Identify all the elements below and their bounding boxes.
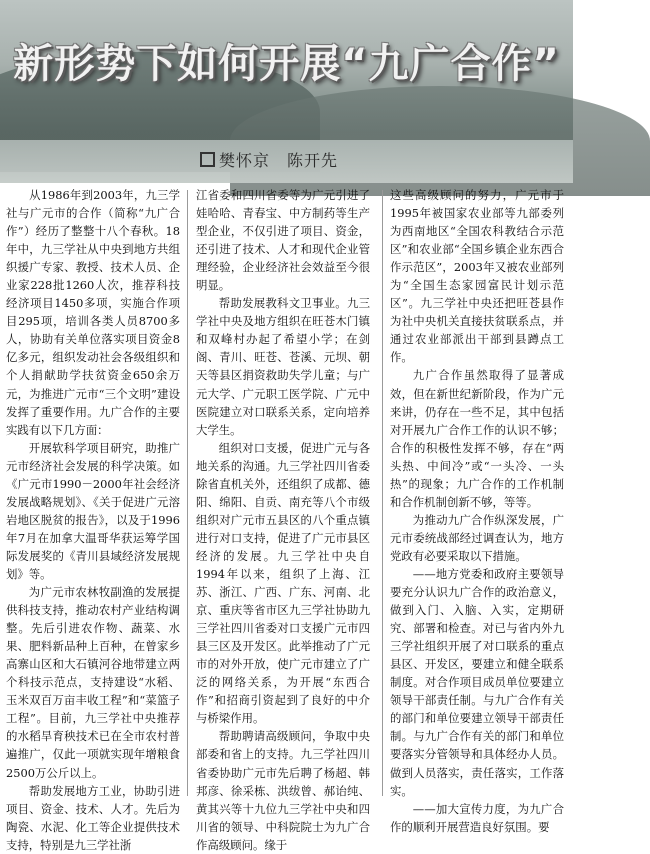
byline-box-icon [200,152,215,167]
paragraph: ——加大宣传力度，为九广合作的顺利开展营造良好氛围。要 [390,801,564,834]
paragraph: 开展软科学项目研究，助推广元市经济社会发展的科学决策。如《广元市1990－2000年社会经济发展战略规划》、《关于促进广元溶岩地区脱贫的报告》，以及于1996年7月在加拿大温哥华获运筹学国际发展奖的《青川县域经济发展规划》等。 [6,440,180,581]
paragraph: 帮助发展地方工业，协助引进项目、资金、技术、人才。先后为陶瓷、水泥、化工等企业提供技术支持，特别是九三学社浙 [6,783,180,852]
paragraph: 组织对口支援，促进广元与各地关系的沟通。九三学社四川省委除省直机关外，还组织了成都、德阳、绵阳、自贡、南充等八个市级组织对广元市五县区的八个重点镇进行对口支持，促进了广元市县区经济的发展。九三学社中央自1994年以来，组织了上海、江苏、浙江、广西、广东、河南、北京、重庆等省市区九三学社协助九三学社四川省委对口支援广元市四县三区及开发区。此举推动了广元市的对外开放，使广元市建立了广泛的网络关系，为开展“东西合作”和招商引资起到了良好的中介与桥梁作用。 [196,440,370,726]
paragraph: 帮助聘请高级顾问，争取中央部委和省上的支持。九三学社四川省委协助广元市先后聘了杨超、韩邦彦、徐采栋、洪绂曾、郝诒纯、黄其兴等十九位九三学社中央和四川省的领导、中科院院士为九广合作高级顾问。缘于 [196,729,370,852]
paragraph: ——地方党委和政府主要领导要充分认识九广合作的政治意义，做到入门、入脑、入实，定期研究、部署和检查。对已与省内外九三学社组织开展了对口联系的重点县区、开发区，要建立和健全联系制度。对合作项目成员单位要建立领导干部责任制。与九广合作有关的部门和单位要建立领导干部责任制。与九广合作有关的部门和单位要落实分管领导和具体经办人员。做到人员落实，责任落实，工作落实。 [390,566,564,798]
article-headline: 新形势下如何开展“九广合作” [13,41,560,87]
column-divider [187,190,188,796]
article-body [6,186,568,852]
paragraph: 为广元市农林牧副渔的发展提供科技支持，推动农村产业结构调整。先后引进农作物、蔬菜、水果、肥料新品种上百种，在曾家乡高寨山区和大石镇河谷地带建立两个科技示范点，支持建设“水稻、玉米双百万亩丰收工程”和“菜篮子工程”。目前，九三学社中央推荐的水稻旱育秧技术已在全市农村普遍推广，仅此一项就实现年增粮食2500万公斤以上。 [6,585,180,780]
text-column-3 [390,186,564,834]
author-byline [200,148,338,171]
paragraph: 从1986年到2003年，九三学社与广元市的合作（简称“九广合作”）经历了整整十八个春秋。18年中，九三学社从中央到地方共组织援广专家、教授、技术人员、企业家228批1260人次，推荐科技经济项目1450多项，实施合作项目295项，培训各类人员8700多人，协助有关单位落实项目资金8亿多元，组织发动社会各级组织和个人捐献助学扶贫资金650余万元，为推进广元市“三个文明”建设发挥了重要作用。九广合作的主要实践有以下几方面： [6,188,180,437]
paragraph: 九广合作虽然取得了显著成效，但在新世纪新阶段，作为广元来讲，仍存在一些不足，其中包括对开展九广合作工作的认识不够；合作的积极性发挥不够，存在“两头热、中间冷”或“一头冷、一头热”的现象；九广合作的工作机制和合作机制创新不够，等等。 [390,368,564,509]
paragraph: 帮助发展教科文卫事业。九三学社中央及地方组织在旺苍木门镇和双峰村办起了希望小学；在剑阁、青川、旺苍、苍溪、元坝、朝天等县区捐资救助失学儿童；与广元大学、广元职工医学院、广元中医院建立对口联系关系，定向培养大学生。 [196,296,370,437]
paragraph: 江省委和四川省委等为广元引进了娃哈哈、青春宝、中方制药等生产型企业，不仅引进了项目、资金，还引进了技术、人才和现代企业管理经验，企业经济社会效益至今很明显。 [196,188,370,293]
text-column-1 [6,186,180,852]
text-column-2 [196,186,370,852]
header-photo-banner [0,0,573,183]
column-divider [382,190,383,796]
paragraph: 这些高级顾问的努力，广元市于1995年被国家农业部等九部委列为西南地区“全国农科教结合示范区”和农业部“全国乡镇企业东西合作示范区”，2003年又被农业部列为“全国生态家园富民计划示范区”。九三学社中央还把旺苍县作为社中央机关直接扶贫联系点，并通过农业部派出干部到县蹲点工作。 [390,188,564,365]
paragraph: 为推动九广合作纵深发展，广元市委统战部经过调查认为，地方党政有必要采取以下措施。 [390,512,564,563]
author-names: 樊怀京 陈开先 [219,151,339,170]
